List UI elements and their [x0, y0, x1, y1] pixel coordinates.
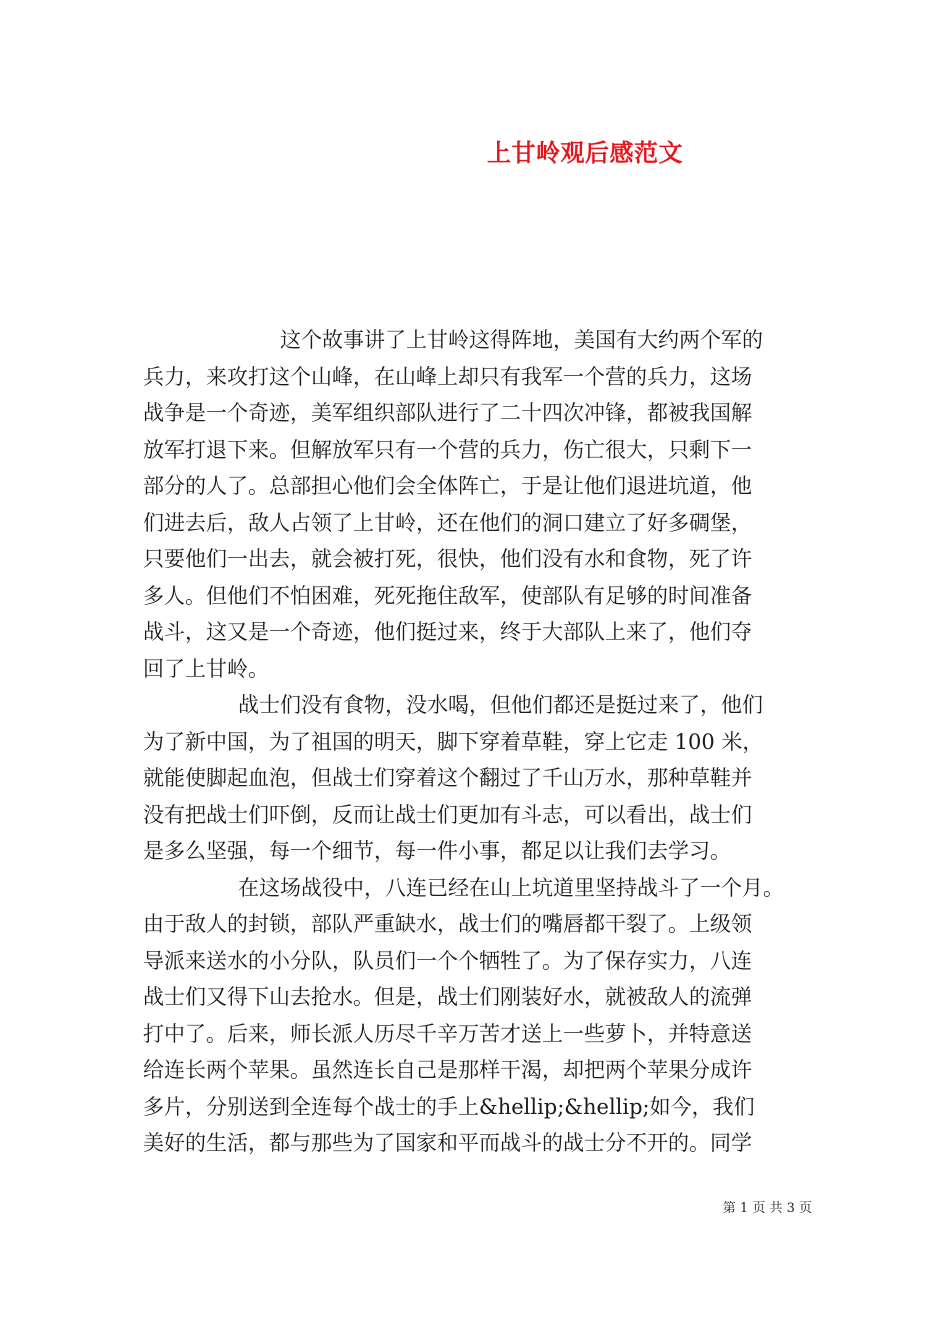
- text-line: 回了上甘岭。: [143, 656, 269, 681]
- paragraph-3: [143, 870, 815, 1162]
- paragraph-2: [143, 687, 815, 870]
- text-line: 为了新中国，为了祖国的明天，脚下穿着草鞋，穿上它走 100 米，: [143, 729, 764, 754]
- text-line: 战士们没有食物，没水喝，但他们都还是挺过来了，他们: [238, 693, 763, 717]
- text-line: 打中了。后来，师长派人历尽千辛万苦才送上一些萝卜，并特意送: [143, 1021, 752, 1046]
- text-line: 这个故事讲了上甘岭这得阵地，美国有大约两个军的: [280, 328, 763, 352]
- text-line: 多片，分别送到全连每个战士的手上&hellip;&hellip;如今，我们: [143, 1094, 755, 1119]
- text-line: 由于敌人的封锁，部队严重缺水，战士们的嘴唇都干裂了。上级领: [143, 912, 752, 936]
- text-line: 是多么坚强，每一个细节，每一件小事，都足以让我们去学习。: [143, 839, 731, 863]
- text-line: 只要他们一出去，就会被打死，很快，他们没有水和食物，死了许: [143, 547, 752, 571]
- text-line: 美好的生活，都与那些为了国家和平而战斗的战士分不开的。同学: [143, 1131, 752, 1155]
- text-line: 没有把战士们吓倒，反而让战士们更加有斗志，可以看出，战士们: [143, 802, 752, 827]
- document-title: 上甘岭观后感范文: [487, 138, 683, 167]
- text-line: 兵力，来攻打这个山峰，在山峰上却只有我军一个营的兵力，这场: [143, 364, 752, 389]
- text-line: 们进去后，敌人占领了上甘岭，还在他们的洞口建立了好多碉堡，: [143, 510, 752, 535]
- text-line: 战士们又得下山去抢水。但是，战士们刚装好水，就被敌人的流弹: [143, 985, 752, 1009]
- text-line: 导派来送水的小分队，队员们一个个牺牲了。为了保存实力，八连: [143, 948, 752, 973]
- text-line: 就能使脚起血泡，但战士们穿着这个翻过了千山万水，那种草鞋并: [143, 766, 752, 790]
- paragraph-1: [143, 322, 815, 687]
- text-line: 在这场战役中，八连已经在山上坑道里坚持战斗了一个月。: [238, 875, 784, 900]
- page-number: 第 1 页 共 3 页: [722, 1201, 812, 1216]
- text-line: 多人。但他们不怕困难，死死拖住敌军，使部队有足够的时间准备: [143, 583, 752, 608]
- document-body: [143, 322, 815, 1162]
- text-line: 放军打退下来。但解放军只有一个营的兵力，伤亡很大，只剩下一: [143, 437, 752, 462]
- text-line: 战争是一个奇迹，美军组织部队进行了二十四次冲锋，都被我国解: [143, 401, 752, 425]
- text-line: 战斗，这又是一个奇迹，他们挺过来，终于大部队上来了，他们夺: [143, 620, 752, 644]
- text-line: 部分的人了。总部担心他们会全体阵亡，于是让他们退进坑道，他: [143, 474, 752, 498]
- text-line: 给连长两个苹果。虽然连长自己是那样干渴，却把两个苹果分成许: [143, 1058, 752, 1082]
